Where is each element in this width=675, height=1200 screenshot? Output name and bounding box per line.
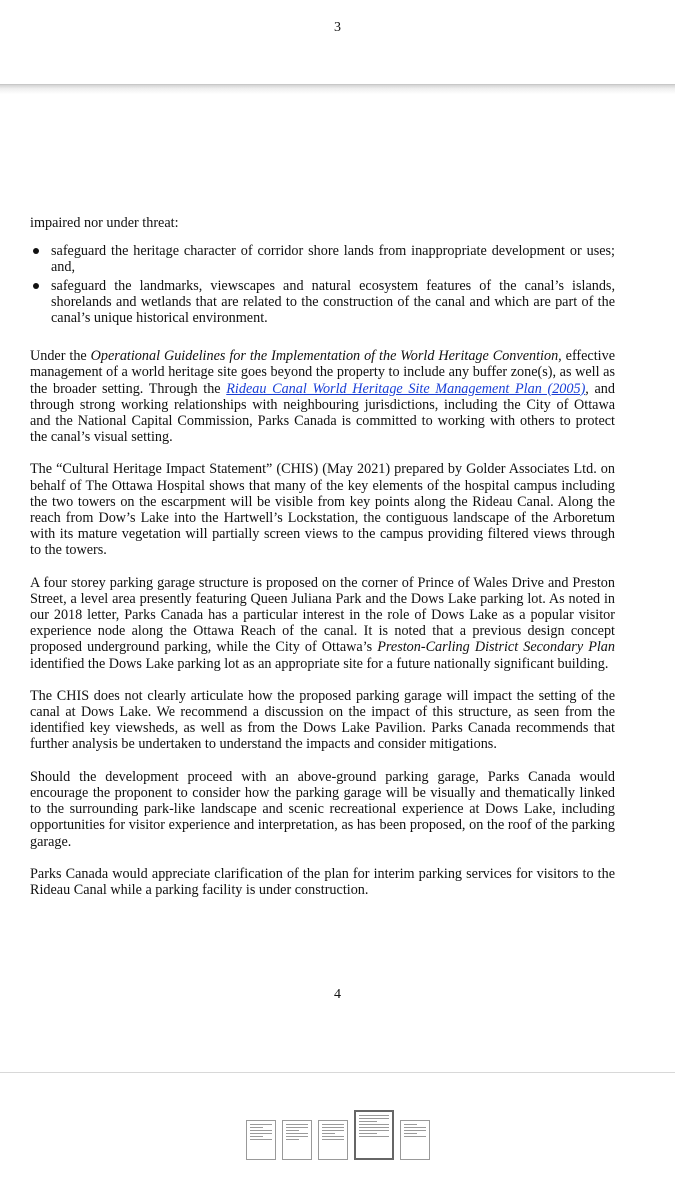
page-thumbnail[interactable] — [282, 1120, 312, 1160]
bullet-list — [30, 243, 615, 326]
list-item: safeguard the landmarks, viewscapes and natural ecosystem features of the canal’s islands, shorelands and wetlands that are related to the construction of the canal and which are part of the canal’s unique historical environment. — [30, 278, 615, 327]
bullet-icon — [33, 283, 39, 289]
paragraph-management: Under the Operational Guidelines for the Implementation of the World Heritage Convention, effective management of a world heritage site goes beyond the property to include any buffer zone(s), as well as the broader setting. Through the Rideau Canal World Heritage Site Management Plan (2005), and through strong working relationships with neighbouring jurisdictions, including the City of Ottawa and the National Capital Commission, Parks Canada is committed to working with others to protect the canal’s visual setting. — [30, 348, 616, 446]
document-body — [30, 215, 615, 914]
intro-line: impaired nor under threat: — [30, 215, 179, 231]
secondary-plan-title: Preston-Carling District Secondary Plan — [377, 639, 615, 656]
guidelines-title: Operational Guidelines for the Implementation of the World Heritage Convention, — [90, 348, 562, 365]
paragraph-chis-impact: The CHIS does not clearly articulate how the proposed parking garage will impact the setting of the canal at Dows Lake. We recommend a discussion on the impact of this structure, as seen from the identified key viewsheds, as well as from the Dows Lake Pavilion. Parks Canada recommends that further analysis be undertaken to understand the impacts and consider mitigations. — [30, 687, 615, 753]
paragraph-interim-parking: Parks Canada would appreciate clarification of the plan for interim parking services for visitors to the Rideau Canal while a parking facility is under construction. — [30, 865, 615, 898]
management-plan-link[interactable]: Rideau Canal World Heritage Site Management Plan (2005) — [226, 380, 586, 397]
bullet-icon — [33, 248, 39, 254]
page-thumbnail[interactable] — [400, 1120, 430, 1160]
page-thumbnail-strip — [0, 1110, 675, 1160]
list-item: safeguard the heritage character of corridor shore lands from inappropriate development or uses; and, — [30, 243, 615, 275]
page-divider — [0, 84, 675, 94]
page-number-top: 3 — [334, 20, 341, 35]
bottom-divider — [0, 1072, 675, 1073]
page-number-bottom: 4 — [334, 987, 341, 1002]
paragraph-parking-garage: A four storey parking garage structure is proposed on the corner of Prince of Wales Drive and Preston Street, a level area presently featuring Queen Juliana Park and the Dows Lake parking lot. As noted in our 2018 letter, Parks Canada has a particular interest in the role of Dows Lake as a popular visitor experience node along the Ottawa Reach of the canal. It is noted that a previous design concept proposed underground parking, while the City of Ottawa’s Preston-Carling District Secondary Plan identified the Dows Lake parking lot as an appropriate site for a future nationally significant building. — [30, 574, 615, 672]
page-thumbnail[interactable] — [318, 1120, 348, 1160]
paragraph-development: Should the development proceed with an above-ground parking garage, Parks Canada would encourage the proponent to consider how the parking garage will be visually and thematically linked to the surrounding park-like landscape and scenic recreational experience at Dows Lake, including opportunities for visitor experience and interpretation, as has been proposed, on the roof of the parking garage. — [30, 768, 615, 850]
page-thumbnail[interactable] — [246, 1120, 276, 1160]
paragraph-chis: The “Cultural Heritage Impact Statement” (CHIS) (May 2021) prepared by Golder Associates Ltd. on behalf of The Ottawa Hospital shows that many of the key elements of the hospital campus including the two towers on the escarpment will be visible from key points along the Rideau Canal. Along the reach from Dow’s Lake into the Hartwell’s Lockstation, the contiguous landscape of the Arboretum with its mature vegetation will partially screen views to the campus providing filtered views through to the towers. — [30, 461, 615, 559]
page-thumbnail-current[interactable] — [354, 1110, 394, 1160]
